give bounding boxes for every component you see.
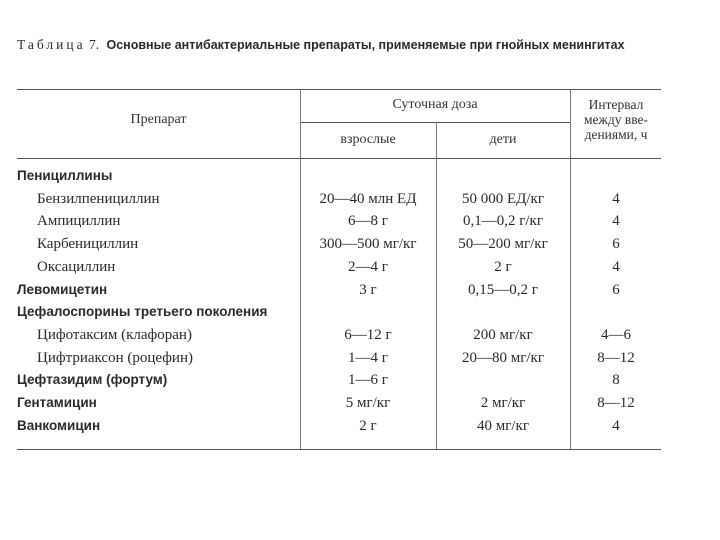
- dose-subheader-rule: [300, 122, 570, 123]
- drug-name: Карбенициллин: [37, 236, 139, 252]
- dosing-interval: 4—6: [601, 327, 631, 343]
- adult-dose: 300—500 мг/кг: [319, 236, 417, 252]
- dosing-interval: 4: [612, 191, 620, 207]
- dosing-interval: 6: [612, 282, 620, 298]
- dosing-interval: 6: [612, 236, 620, 252]
- adult-dose: 2—4 г: [348, 259, 388, 275]
- child-dose: 50 000 ЕД/кг: [461, 191, 544, 207]
- child-dose: 50—200 мг/кг: [458, 236, 548, 252]
- drug-name: Цифотаксим (клафоран): [37, 327, 192, 343]
- caption-title: Основные антибактериальные препараты, применяемые при гнойных менингитах: [106, 38, 625, 52]
- adult-dose: 6—12 г: [344, 327, 392, 343]
- drug-name: Гентамицин: [17, 395, 97, 410]
- drug-name: Цефалоспорины третьего поколения: [17, 304, 268, 319]
- drug-name: Цифтриаксон (роцефин): [37, 350, 193, 366]
- caption-label: Таблица: [17, 37, 86, 52]
- header-interval-line-1: Интервал: [588, 97, 644, 112]
- drug-name: Левомицетин: [17, 282, 108, 297]
- dosing-interval: 8—12: [597, 350, 635, 366]
- child-dose: 200 мг/кг: [473, 327, 533, 343]
- dosing-interval: 4: [612, 418, 620, 434]
- caption-number: 7.: [89, 37, 100, 52]
- adult-dose: 20—40 млн ЕД: [319, 191, 417, 207]
- adult-dose: 2 г: [359, 418, 377, 434]
- dosing-interval: 4: [612, 259, 620, 275]
- header-interval: [570, 97, 662, 142]
- adult-dose: 5 мг/кг: [345, 395, 391, 411]
- dosing-interval: 8—12: [597, 395, 635, 411]
- adult-dose: 1—6 г: [348, 372, 388, 388]
- header-adults: взрослые: [340, 132, 396, 147]
- header-interval-line-2: между вве-: [583, 112, 648, 127]
- child-dose: 2 мг/кг: [480, 395, 526, 411]
- drug-name: Цефтазидим (фортум): [17, 372, 168, 387]
- child-dose: 2 г: [494, 259, 512, 275]
- adult-dose: 3 г: [359, 282, 377, 298]
- child-dose: 40 мг/кг: [476, 418, 529, 434]
- drug-name: Ванкомицин: [17, 418, 101, 433]
- child-dose: 20—80 мг/кг: [461, 350, 544, 366]
- drug-name: Оксациллин: [37, 259, 116, 275]
- table-caption: [17, 36, 667, 54]
- adult-dose: 6—8 г: [348, 213, 388, 229]
- drug-name: Бензилпенициллин: [37, 191, 160, 207]
- header-children: дети: [489, 132, 517, 147]
- table-top-rule: [17, 89, 661, 90]
- drug-name: Ампициллин: [37, 213, 121, 229]
- child-dose: 0,15—0,2 г: [468, 282, 538, 298]
- drug-name: Пенициллины: [17, 168, 113, 183]
- dosing-interval: 4: [612, 213, 620, 229]
- dosing-interval: 8: [612, 372, 620, 388]
- child-dose: 0,1—0,2 г/кг: [462, 213, 543, 229]
- adult-dose: 1—4 г: [348, 350, 388, 366]
- header-interval-line-3: дениями, ч: [584, 127, 648, 142]
- header-drug: Препарат: [130, 112, 187, 127]
- header-bottom-rule: [17, 158, 661, 159]
- table-bottom-rule: [17, 449, 661, 450]
- header-daily-dose: Суточная доза: [392, 97, 478, 112]
